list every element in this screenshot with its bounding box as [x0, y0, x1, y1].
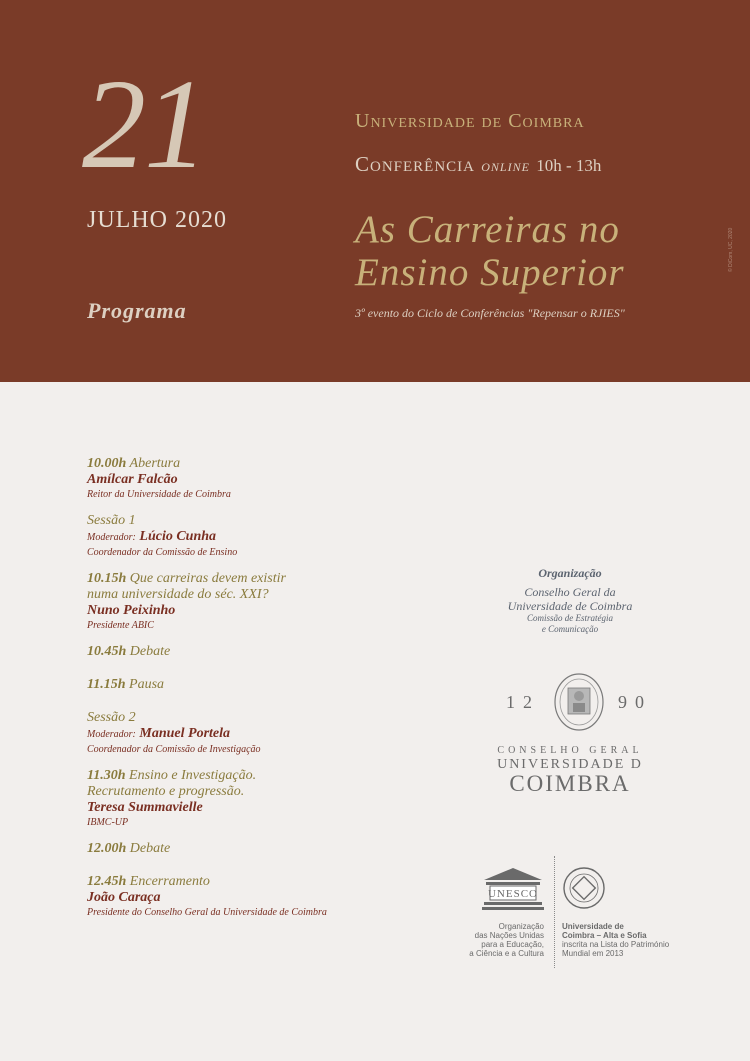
unesco-right-line1: Universidade de — [562, 922, 624, 931]
speaker-role: Presidente do Conselho Geral da Universidade de Coimbra — [87, 907, 327, 918]
event-title — [355, 208, 625, 294]
organization-sub1: Comissão de Estratégia — [526, 613, 613, 623]
item-title-line1: Que carreiras devem existir — [129, 571, 286, 586]
organization-sub2: e Comunicação — [541, 624, 599, 634]
unesco-left-line2: das Nações Unidas — [474, 931, 544, 940]
program-item-abertura — [87, 456, 407, 501]
program-item-sessao2 — [87, 710, 407, 756]
item-time: 10.00h — [87, 456, 127, 471]
conference-line — [355, 152, 601, 177]
organization-line1: Conselho Geral da — [524, 585, 616, 599]
item-label: Pausa — [129, 677, 165, 692]
event-title-line1: As Carreiras no — [355, 208, 620, 251]
program-item-encerramento — [87, 874, 407, 919]
event-month-year: JULHO 2020 — [87, 207, 227, 233]
header-banner — [0, 0, 750, 382]
cg-line2: UNIVERSIDADE D — [497, 757, 643, 772]
unesco-left-line4: a Ciência e a Cultura — [469, 949, 544, 958]
unesco-right-line3: inscrita na Lista do Património — [562, 940, 670, 949]
event-title-line2: Ensino Superior — [355, 251, 625, 294]
credit-text: © DiCom, UC, 2020 — [728, 227, 734, 272]
moderator-name: Lúcio Cunha — [139, 529, 217, 544]
event-subtitle: 3º evento do Ciclo de Conferências "Repensar o RJIES" — [355, 306, 625, 320]
item-label: Encerramento — [129, 874, 210, 889]
unesco-temple-icon — [482, 866, 544, 912]
organization-title: Organização — [538, 566, 602, 580]
item-time: 12.00h — [87, 841, 127, 856]
program-item-1015 — [87, 571, 407, 632]
moderator-name: Manuel Portela — [139, 726, 231, 741]
program-item-sessao1 — [87, 513, 407, 559]
programa-heading: Programa — [87, 298, 187, 323]
unesco-divider — [554, 856, 555, 968]
moderator-label: Moderador: — [87, 729, 136, 740]
conference-hours: 10h - 13h — [536, 156, 602, 175]
organization-line2: Universidade de Coimbra — [507, 599, 633, 613]
event-day: 21 — [82, 53, 206, 195]
cg-line1: CONSELHO GERAL — [497, 745, 643, 756]
university-seal-logo — [506, 672, 656, 732]
program-item-debate1 — [87, 644, 407, 660]
university-name: Universidade de Coimbra — [355, 110, 585, 132]
program-list — [87, 456, 407, 931]
speaker-role: Reitor da Universidade de Coimbra — [87, 489, 231, 500]
conselho-geral-logo — [480, 745, 660, 796]
item-time: 11.15h — [87, 677, 126, 692]
item-time: 12.45h — [87, 874, 127, 889]
item-time: 10.15h — [87, 571, 127, 586]
seal-icon — [553, 672, 605, 732]
item-title-line2: Recrutamento e progressão. — [87, 784, 245, 799]
program-item-pausa — [87, 677, 407, 693]
item-label: Abertura — [129, 456, 181, 471]
unesco-right-line2: Coimbra – Alta e Sofia — [562, 931, 647, 940]
program-item-debate2 — [87, 841, 407, 857]
moderator-role: Coordenador da Comissão de Ensino — [87, 547, 238, 558]
speaker-role: Presidente ABIC — [87, 620, 154, 631]
cg-line3: COIMBRA — [509, 771, 631, 796]
item-title-line2: numa universidade do séc. XXI? — [87, 587, 269, 602]
program-item-1130 — [87, 768, 407, 829]
conference-word: Conferência — [355, 152, 476, 176]
conference-mode: online — [481, 156, 530, 175]
unesco-word: UNESCO — [487, 888, 539, 900]
item-label: Debate — [129, 644, 171, 659]
speaker-name: Amílcar Falcão — [87, 472, 178, 487]
item-label: Debate — [129, 841, 171, 856]
speaker-name: Teresa Summavielle — [87, 800, 203, 815]
item-time: 10.45h — [87, 644, 127, 659]
unesco-left-line3: para a Educação, — [481, 940, 544, 949]
item-time: 11.30h — [87, 768, 126, 783]
unesco-block — [450, 852, 680, 972]
seal-year-left: 12 — [506, 692, 540, 712]
speaker-name: João Caraça — [87, 890, 161, 905]
moderator-role: Coordenador da Comissão de Investigação — [87, 744, 261, 755]
speaker-name: Nuno Peixinho — [87, 603, 176, 618]
world-heritage-icon — [562, 866, 606, 910]
speaker-role: IBMC-UP — [87, 817, 129, 828]
seal-year-right: 90 — [618, 692, 652, 712]
item-title-line1: Ensino e Investigação. — [129, 768, 257, 783]
unesco-left-line1: Organização — [498, 922, 544, 931]
session-label: Sessão 2 — [87, 710, 136, 725]
organization-block — [480, 566, 660, 635]
moderator-label: Moderador: — [87, 532, 136, 543]
unesco-right-line4: Mundial em 2013 — [562, 949, 624, 958]
session-label: Sessão 1 — [87, 513, 136, 528]
